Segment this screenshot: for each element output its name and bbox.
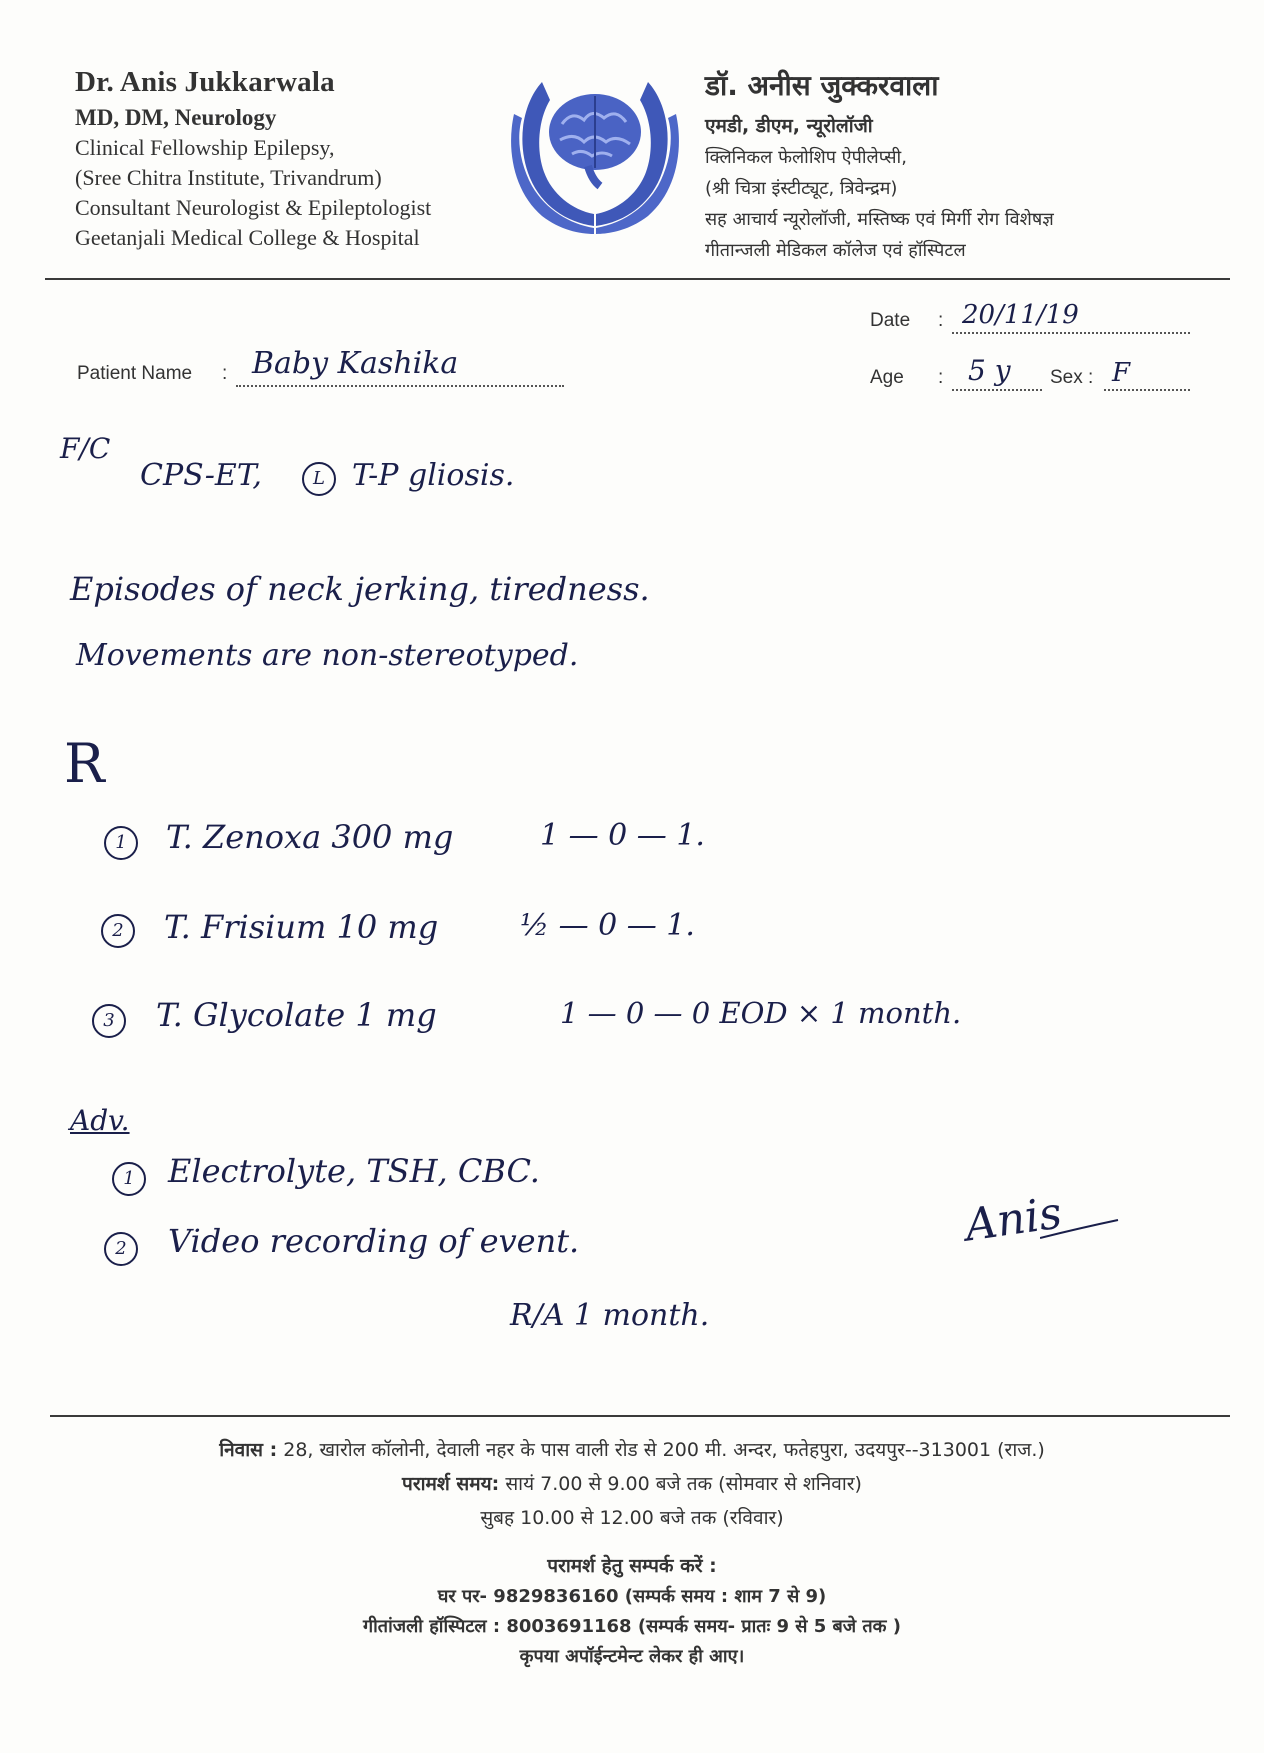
sex-label: Sex : (1050, 367, 1094, 388)
diagnosis-part-b: T-P gliosis. (352, 458, 515, 493)
credential-line-hindi: गीतान्जली मेडिकल कॉलेज एवं हॉस्पिटल (705, 240, 966, 261)
credential-line-hindi: क्लिनिकल फेलोशिप ऐपीलेप्सी, (705, 147, 907, 168)
credential-line: (Sree Chitra Institute, Trivandrum) (75, 165, 382, 190)
credential-line-hindi: सह आचार्य न्यूरोलॉजी, मस्तिष्क एवं मिर्गी रोग विशेषज्ञ (705, 209, 1054, 230)
appointment-note: कृपया अपॉईन्टमेन्ट लेकर ही आए। (519, 1646, 745, 1667)
rx-dose: 1 — 0 — 0 EOD × 1 month. (560, 996, 962, 1030)
doctor-header-hindi (705, 66, 1054, 262)
doctor-degree-hindi: एमडी, डीएम, न्यूरोलॉजी (705, 115, 873, 137)
rx-dose: ½ — 0 — 1. (520, 908, 695, 943)
patient-name-colon: : (222, 363, 228, 384)
contact-heading: परामर्श हेतु सम्पर्क करें : (547, 1555, 717, 1577)
rx-symbol: R (64, 732, 105, 795)
doctor-name-english: Dr. Anis Jukkarwala (75, 66, 335, 98)
review-note: R/A 1 month. (510, 1298, 710, 1333)
rx-drug: T. Frisium 10 mg (164, 908, 439, 946)
complaint-line: Movements are non-stereotyped. (76, 638, 579, 673)
doctor-degree-english: MD, DM, Neurology (75, 105, 277, 130)
credential-line: Clinical Fellowship Epilepsy, (75, 135, 335, 160)
timing-weekday: सायं 7.00 से 9.00 बजे तक (सोमवार से शनिवार) (505, 1473, 862, 1495)
rx-number-circle: 3 (92, 1004, 126, 1038)
hospital-contact: गीतांजली हॉस्पिटल : 8003691168 (सम्पर्क समय- प्रातः 9 से 5 बजे तक ) (363, 1616, 901, 1637)
address-text: 28, खारोल कॉलोनी, देवाली नहर के पास वाली रोड से 200 मी. अन्दर, फतेहपुरा, उदयपुर--313001 (राज.) (283, 1439, 1045, 1461)
diagnosis-part-a: CPS-ET, (140, 458, 262, 493)
header-divider (45, 278, 1230, 280)
age-colon: : (938, 367, 944, 388)
doctor-header-english (75, 66, 431, 251)
advice-item: Video recording of event. (168, 1222, 580, 1260)
rx-number-circle: 1 (104, 826, 138, 860)
left-side-circle: L (302, 462, 336, 496)
timing-line (0, 1470, 1264, 1496)
date-label: Date (870, 310, 911, 331)
address-line (0, 1436, 1264, 1462)
patient-name-dotted-line (236, 385, 564, 387)
rx-drug: T. Zenoxa 300 mg (166, 818, 454, 856)
advice-item: Electrolyte, TSH, CBC. (168, 1152, 540, 1190)
timing-label: परामर्श समय: (402, 1473, 500, 1495)
fc-prefix: F/C (60, 432, 111, 465)
complaint-line: Episodes of neck jerking, tiredness. (70, 570, 650, 608)
date-value: 20/11/19 (962, 300, 1079, 330)
home-contact: घर पर- 9829836160 (सम्पर्क समय : शाम 7 से 9) (437, 1586, 827, 1607)
rx-drug: T. Glycolate 1 mg (156, 996, 437, 1034)
patient-name-value: Baby Kashika (252, 346, 459, 381)
doctor-signature: Anis (961, 1187, 1065, 1252)
age-label: Age (870, 367, 904, 388)
age-value: 5 y (968, 354, 1011, 387)
patient-name-label: Patient Name (77, 363, 193, 384)
signature-flourish (1040, 1218, 1120, 1242)
timing-sunday: सुबह 10.00 से 12.00 बजे तक (रविवार) (480, 1507, 784, 1529)
credential-line: Geetanjali Medical College & Hospital (75, 225, 420, 250)
advice-label: Adv. (70, 1104, 130, 1137)
date-colon: : (938, 310, 944, 331)
advice-number-circle: 2 (104, 1232, 138, 1266)
rx-number-circle: 2 (101, 914, 135, 948)
brain-in-hands-icon (502, 74, 688, 238)
address-label: निवास : (219, 1439, 278, 1461)
sex-dotted-line (1104, 389, 1190, 391)
sex-value: F (1112, 358, 1131, 388)
rx-dose: 1 — 0 — 1. (540, 818, 705, 853)
credential-line: Consultant Neurologist & Epileptologist (75, 195, 432, 220)
doctor-name-hindi: डॉ. अनीस जुक्करवाला (705, 69, 939, 102)
date-dotted-line (952, 332, 1190, 334)
age-dotted-line (952, 389, 1042, 391)
credential-line-hindi: (श्री चित्रा इंस्टीट्यूट, त्रिवेन्द्रम) (705, 178, 898, 199)
advice-number-circle: 1 (112, 1162, 146, 1196)
footer-divider (50, 1415, 1230, 1417)
